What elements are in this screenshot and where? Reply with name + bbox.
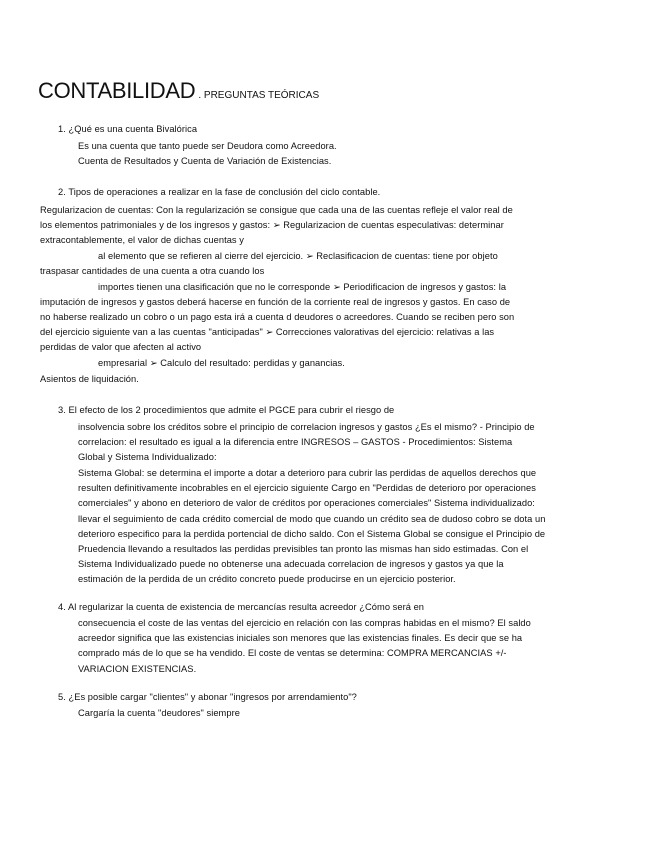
answer-2-line: empresarial ➢ Calculo del resultado: perdidas y ganancias. <box>98 358 345 368</box>
answer-3-line: Pruedencia llevando a resultados las perdidas previsibles tan pronto las mismas han sido estimadas. Con el <box>78 544 529 554</box>
answer-3-line: correlacion: el resultado es igual a la diferencia entre INGRESOS – GASTOS - Procedimientos: Sistema <box>78 437 513 447</box>
answer-4-line: comprado más de lo que se ha vendido. El coste de ventas se determina: COMPRA MERCANCIAS +/- <box>78 648 507 658</box>
question-3-heading: 3. El efecto de los 2 procedimientos que admite el PGCE para cubrir el riesgo de <box>58 405 395 415</box>
question-5-heading: 5. ¿Es posible cargar "clientes" y abonar "ingresos por arrendamiento"? <box>58 692 357 702</box>
answer-3-line: resulten definitivamente incobrables en el ejercicio siguiente Cargo en "Perdidas de deterioro por operaciones <box>78 483 536 493</box>
title-subtitle: . PREGUNTAS TEÓRICAS <box>198 90 320 101</box>
answer-2-line: perdidas de valor que afecten al activo <box>40 342 202 352</box>
question-2-heading: 2. Tipos de operaciones a realizar en la fase de conclusión del ciclo contable. <box>58 187 381 197</box>
question-1-heading: 1. ¿Qué es una cuenta Bivalórica <box>58 124 198 134</box>
answer-2-line: Asientos de liquidación. <box>40 374 139 384</box>
answer-1-line: Es una cuenta que tanto puede ser Deudora como Acreedora. <box>78 141 337 151</box>
answer-3-line: llevar el seguimiento de cada crédito comercial de modo que cuando un crédito sea de dudoso cobro se dota un <box>78 514 546 524</box>
answer-2-line: Regularizacion de cuentas: Con la regularización se consigue que cada una de las cuentas refleje el valor real de <box>40 205 513 215</box>
answer-2-line: traspasar cantidades de una cuenta a otra cuando los <box>40 266 265 276</box>
answer-4-line: consecuencia el coste de las ventas del ejercicio en relación con las compras habidas en el mismo? El saldo <box>78 618 531 628</box>
answer-3-line: deterioro especifico para la perdida portencial de dicho saldo. Con el Sistema Global se consigue el Principio de <box>78 529 546 539</box>
answer-2-line: no haberse realizado un cobro o un pago esta irá a cuenta d deudores o acreedores. Cuando se reciben pero son <box>40 312 515 322</box>
answer-2-line: importes tienen una clasificación que no le corresponde ➢ Periodificacion de ingresos y gastos: la <box>98 282 507 292</box>
answer-2-line: extracontablemente, el valor de dichas cuentas y <box>40 235 244 245</box>
answer-2-line: al elemento que se refieren al cierre del ejercicio. ➢ Reclasificacion de cuentas: tiene por objeto <box>98 251 498 261</box>
answer-3-line: comerciales" y abono en deterioro de valor de créditos por operaciones comerciales" Sistema individualizado: <box>78 498 535 508</box>
answer-4-line: acreedor significa que las existencias iniciales son menores que las existencias finales. Es decir que se ha <box>78 633 523 643</box>
document-title <box>38 78 319 104</box>
answer-5-line: Cargaría la cuenta "deudores" siempre <box>78 708 240 718</box>
answer-2-line: del ejercicio siguiente van a las cuentas "anticipadas" ➢ Correcciones valorativas del ejercicio: relativas a las <box>40 327 495 337</box>
answer-3-line: insolvencia sobre los créditos sobre el principio de correlacion ingresos y gastos ¿Es el mismo? - Principio de <box>78 422 535 432</box>
answer-1-line: Cuenta de Resultados y Cuenta de Variación de Existencias. <box>78 156 332 166</box>
title-main: CONTABILIDAD <box>38 78 196 103</box>
answer-3-line: Global y Sistema Individualizado: <box>78 452 217 462</box>
answer-3-line: Sistema Global: se determina el importe a dotar a deterioro para cubrir las perdidas de aquellos derechos que <box>78 468 537 478</box>
answer-3-line: Sistema Individualizado puede no obtenerse una adecuada correlacion de ingresos y gastos ya que la <box>78 559 504 569</box>
answer-3-line: estimación de la perdida de un crédito concreto puede producirse en un ejercicio posterior. <box>78 574 456 584</box>
question-4-heading: 4. Al regularizar la cuenta de existencia de mercancías resulta acreedor ¿Cómo será en <box>58 602 425 612</box>
answer-2-line: los elementos patrimoniales y de los ingresos y gastos: ➢ Regularizacion de cuentas especulativas: determinar <box>40 220 504 230</box>
answer-2-line: imputación de ingresos y gastos deberá hacerse en función de la corriente real de ingresos y gastos. En caso de <box>40 297 511 307</box>
answer-4-line: VARIACION EXISTENCIAS. <box>78 664 197 674</box>
